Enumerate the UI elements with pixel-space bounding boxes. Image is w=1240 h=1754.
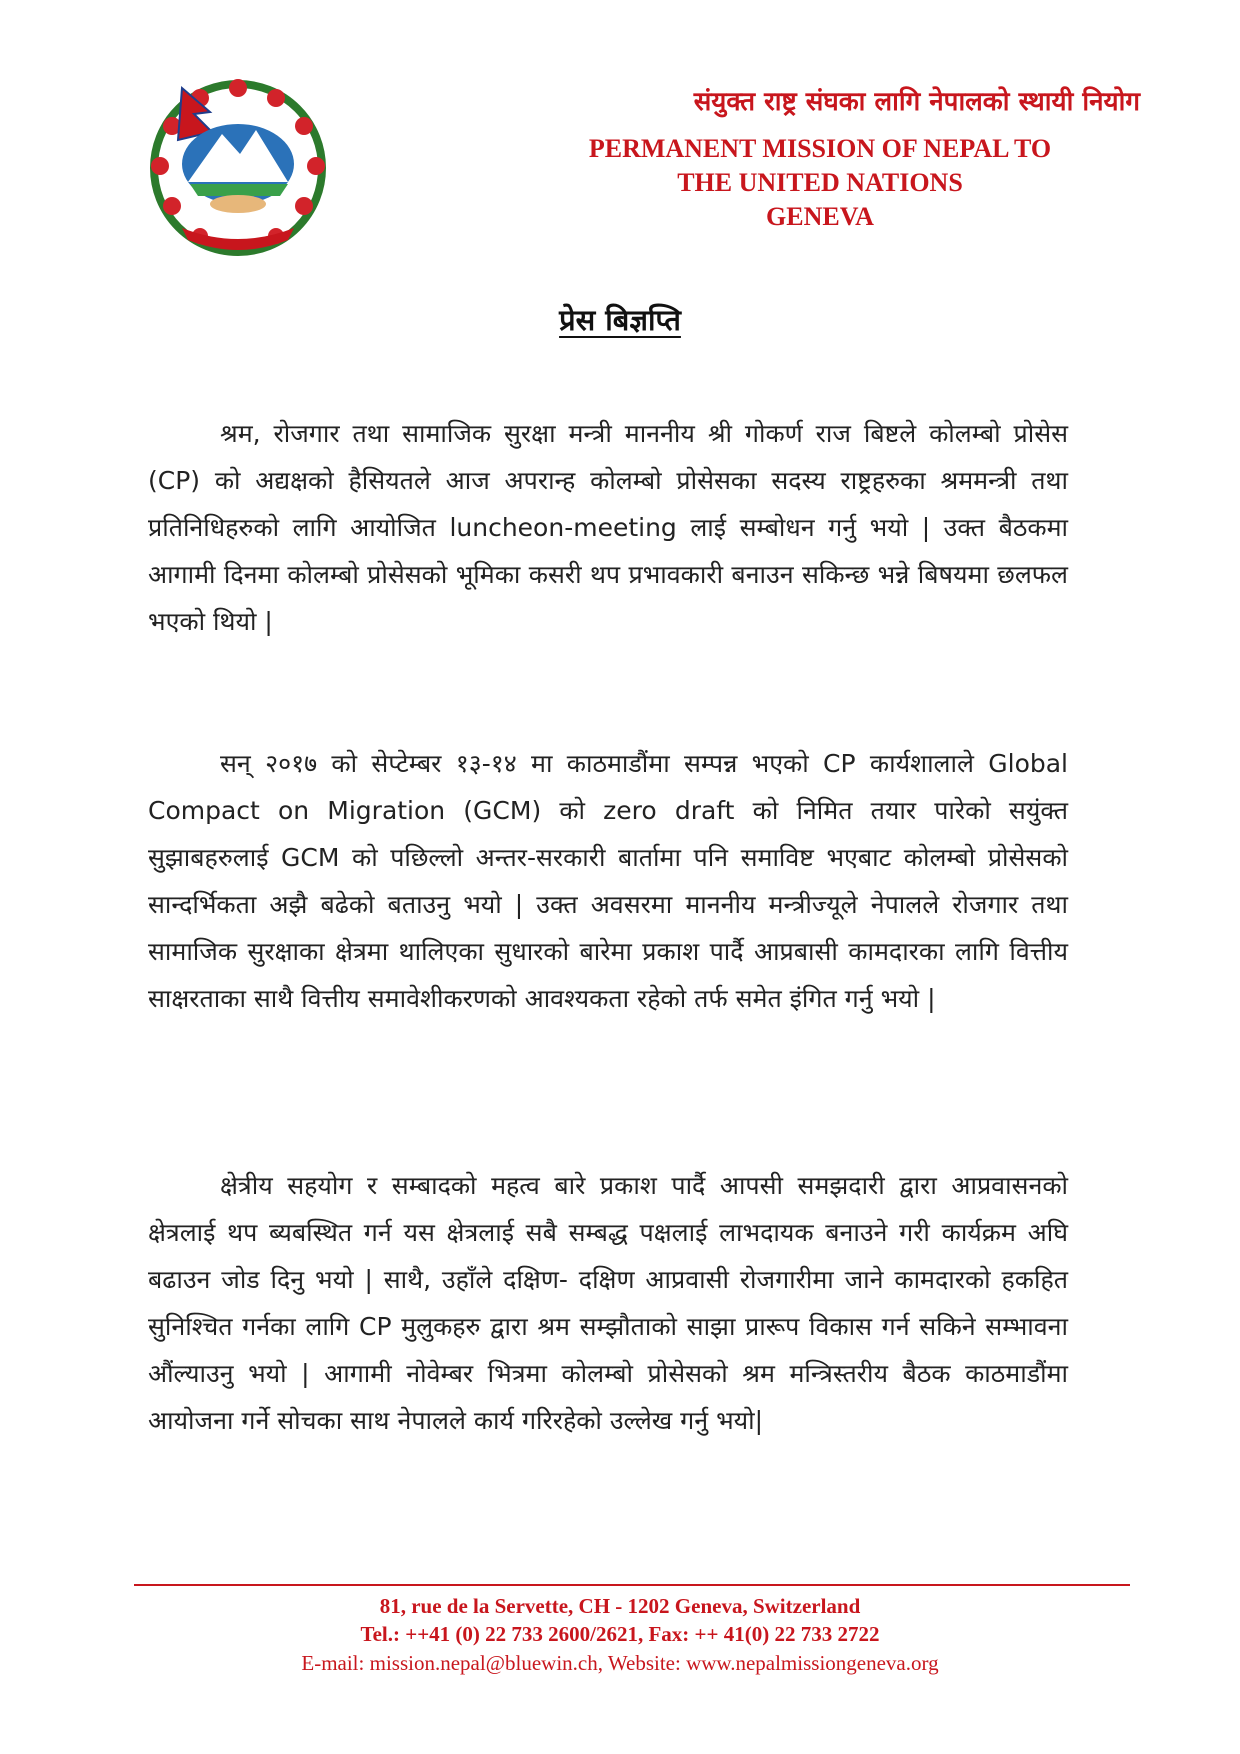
mission-header bbox=[520, 82, 1140, 234]
footer-telephone: Tel.: ++41 (0) 22 733 2600/2621, Fax: ++ 41(0) 22 733 2722 bbox=[360, 1622, 880, 1646]
body-paragraph: श्रम, रोजगार तथा सामाजिक सुरक्षा मन्त्री माननीय श्री गोकर्ण राज बिष्टले कोलम्बो प्रोसेस (CP) को अद्यक्षको हैसियतले आज अपरान्ह कोलम्बो प्रोसेसका सदस्य राष्ट्रहरुका श्रममन्त्री तथा प्रतिनिधिहरुको लागि आयोजित luncheon-meeting लाई सम्बोधन गर्नु भयो | उक्त बैठकमा आगामी दिनमा कोलम्बो प्रोसेसको भूमिका कसरी थप प्रभावकारी बनाउन सकिन्छ भन्ने बिषयमा छलफल भएको थियो | bbox=[148, 419, 1068, 636]
mission-name-nepali: संयुक्त राष्ट्र संघका लागि नेपालको स्थायी नियोग bbox=[693, 87, 1140, 117]
mission-name-line: THE UNITED NATIONS bbox=[677, 168, 963, 197]
mission-name-line: GENEVA bbox=[766, 202, 874, 231]
body-paragraph: क्षेत्रीय सहयोग र सम्बादको महत्व बारे प्रकाश पार्दै आपसी समझदारी द्वारा आप्रवासनको क्षेत्रलाई थप ब्यबस्थित गर्न यस क्षेत्रलाई सबै सम्बद्ध पक्षलाई लाभदायक बनाउने गरी कार्यक्रम अघि बढाउन जोड दिनु भयो | साथै, उहाँले दक्षिण- दक्षिण आप्रवासी रोजगारीमा जाने कामदारको हकहित सुनिश्चित गर्नका लागि CP मुलुकहरु द्वारा श्रम सम्झौताको साझा प्रारूप विकास गर्न सकिने सम्भावना औंल्याउनु भयो | आगामी नोवेम्बर भित्रमा कोलम्बो प्रोसेसको श्रम मन्त्रिस्तरीय बैठक काठमाडौंमा आयोजना गर्ने सोचका साथ नेपालले कार्य गरिरहेको उल्लेख गर्नु भयो| bbox=[148, 1171, 1068, 1435]
footer-divider bbox=[134, 1584, 1130, 1586]
mission-name-line: PERMANENT MISSION OF NEPAL TO bbox=[588, 134, 1052, 163]
mission-name-english bbox=[520, 132, 1120, 234]
footer bbox=[0, 1592, 1240, 1678]
nepal-emblem-icon bbox=[148, 78, 328, 258]
document-title bbox=[0, 300, 1240, 339]
footer-contact: E-mail: mission.nepal@bluewin.ch, Website: www.nepalmissiongeneva.org bbox=[301, 1651, 939, 1675]
body-paragraph: सन् २०१७ को सेप्टेम्बर १३-१४ मा काठमाडौंमा सम्पन्न भएको CP कार्यशालाले Global Compact on Migration (GCM) को zero draft को निमित तयार पारेको सयुंक्त सुझाबहरुलाई GCM को पछिल्लो अन्तर-सरकारी बार्तामा पनि समाविष्ट भएबाट कोलम्बो प्रोसेसको सान्दर्भिकता अझै बढेको बताउनु भयो | उक्त अवसरमा माननीय मन्त्रीज्यूले नेपालले रोजगार तथा सामाजिक सुरक्षाका क्षेत्रमा थालिएका सुधारको बारेमा प्रकाश पार्दै आप्रबासी कामदारका लागि वित्तीय साक्षरताका साथै वित्तीय समावेशीकरणको आवश्यकता रहेको तर्फ समेत इंगित गर्नु भयो | bbox=[148, 749, 1068, 1013]
press-release-heading: प्रेस बिज्ञप्ति bbox=[559, 303, 681, 337]
footer-address: 81, rue de la Servette, CH - 1202 Geneva, Switzerland bbox=[379, 1594, 861, 1618]
